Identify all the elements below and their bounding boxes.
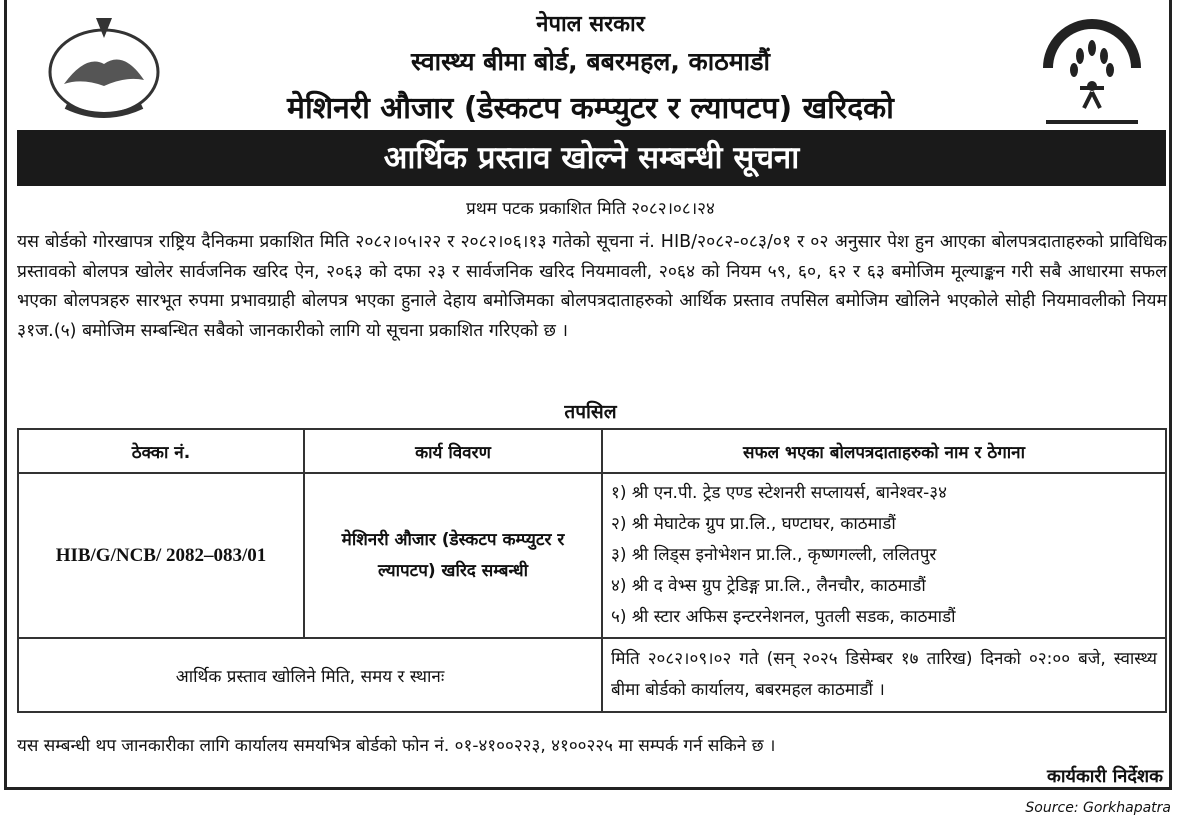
list-item: ४) श्री द वेभ्स ग्रुप ट्रेडिङ्ग प्रा.लि., लैनचौर, काठमाडौं [611, 576, 926, 596]
list-item: ३) श्री लिड्स इनोभेशन प्रा.लि., कृष्णगल्ली, ललितपुर [611, 545, 937, 565]
source-credit: Source: Gorkhapatra [1025, 800, 1171, 816]
schedule-heading: तपसिल [564, 401, 617, 423]
table-row [18, 473, 1166, 638]
notice-banner: आर्थिक प्रस्ताव खोल्ने सम्बन्धी सूचना [17, 130, 1166, 186]
subject-heading: मेशिनरी औजार (डेस्कटप कम्प्युटर र ल्यापटप) खरिदको [287, 91, 894, 126]
header-contract-no: ठेक्का नं. [18, 429, 304, 473]
opening-label: आर्थिक प्रस्ताव खोलिने मिति, समय र स्थानः [18, 638, 602, 712]
header-bidders: सफल भएका बोलपत्रदाताहरुको नाम र ठेगाना [602, 429, 1166, 473]
bidder-list [602, 473, 1166, 638]
header-description: कार्य विवरण [304, 429, 602, 473]
opening-details: मिति २०८२।०९।०२ गते (सन् २०२५ डिसेम्बर १७ तारिख) दिनको ०२:०० बजे, स्वास्थ्य बीमा बोर्डको कार्यालय, बबरमहल काठमाडौं । [602, 638, 1166, 712]
contact-info: यस सम्बन्धी थप जानकारीका लागि कार्यालय समयभित्र बोर्डको फोन नं. ०१-४१००२२३, ४१००२२५ मा सम्पर्क गर्न सकिने छ । [17, 736, 776, 756]
table-header-row [18, 429, 1166, 473]
publish-date: प्रथम पटक प्रकाशित मिति २०८२।०८।२४ [466, 199, 715, 219]
work-description: मेशिनरी औजार (डेस्कटप कम्प्युटर र ल्यापटप) खरिद सम्बन्धी [304, 473, 602, 638]
contract-no: HIB/G/NCB/ 2082–083/01 [18, 473, 304, 638]
list-item: २) श्री मेघाटेक ग्रुप प्रा.लि., घण्टाघर, काठमाडौं [611, 514, 896, 534]
list-item: १) श्री एन.पी. ट्रेड एण्ड स्टेशनरी सप्लायर्स, बानेश्वर-३४ [611, 483, 947, 503]
notice-paragraph: यस बोर्डको गोरखापत्र राष्ट्रिय दैनिकमा प्रकाशित मिति २०८२।०५।२२ र २०८२।०६।१३ गतेको सूचना नं. HIB/२०८२-०८३/०१ र ०२ अनुसार पेश हुन आएका बोलपत्रदाताहरुको प्राविधिक प्रस्तावको बोलपत्र खोलेर सार्वजनिक खरिद ऐन, २०६३ को दफा २३ र सार्वजनिक खरिद नियमावली, २०६४ को नियम ५९, ६०, ६२ र ६३ बमोजिम मूल्याङ्कन गरी सबै आधारमा सफल भएका बोलपत्रहरु सारभूत रुपमा प्रभावग्राही बोलपत्र भएका हुनाले देहाय बमोजिमका बोलपत्रदाताहरुको आर्थिक प्रस्ताव तपसिल बमोजिम खोलिने भएकोले सोही नियमावलीको नियम ३१ज.(५) बमोजिम सम्बन्धित सबैको जानकारीको लागि यो सूचना प्रकाशित गरिएको छ । [17, 232, 1167, 341]
signatory: कार्यकारी निर्देशक [1047, 766, 1163, 787]
government-heading: नेपाल सरकार [536, 12, 645, 37]
table-row [18, 638, 1166, 712]
office-heading: स्वास्थ्य बीमा बोर्ड, बबरमहल, काठमाडौं [410, 47, 770, 76]
bidders-table [17, 428, 1167, 713]
list-item: ५) श्री स्टार अफिस इन्टरनेशनल, पुतली सडक, काठमाडौं [611, 607, 956, 627]
